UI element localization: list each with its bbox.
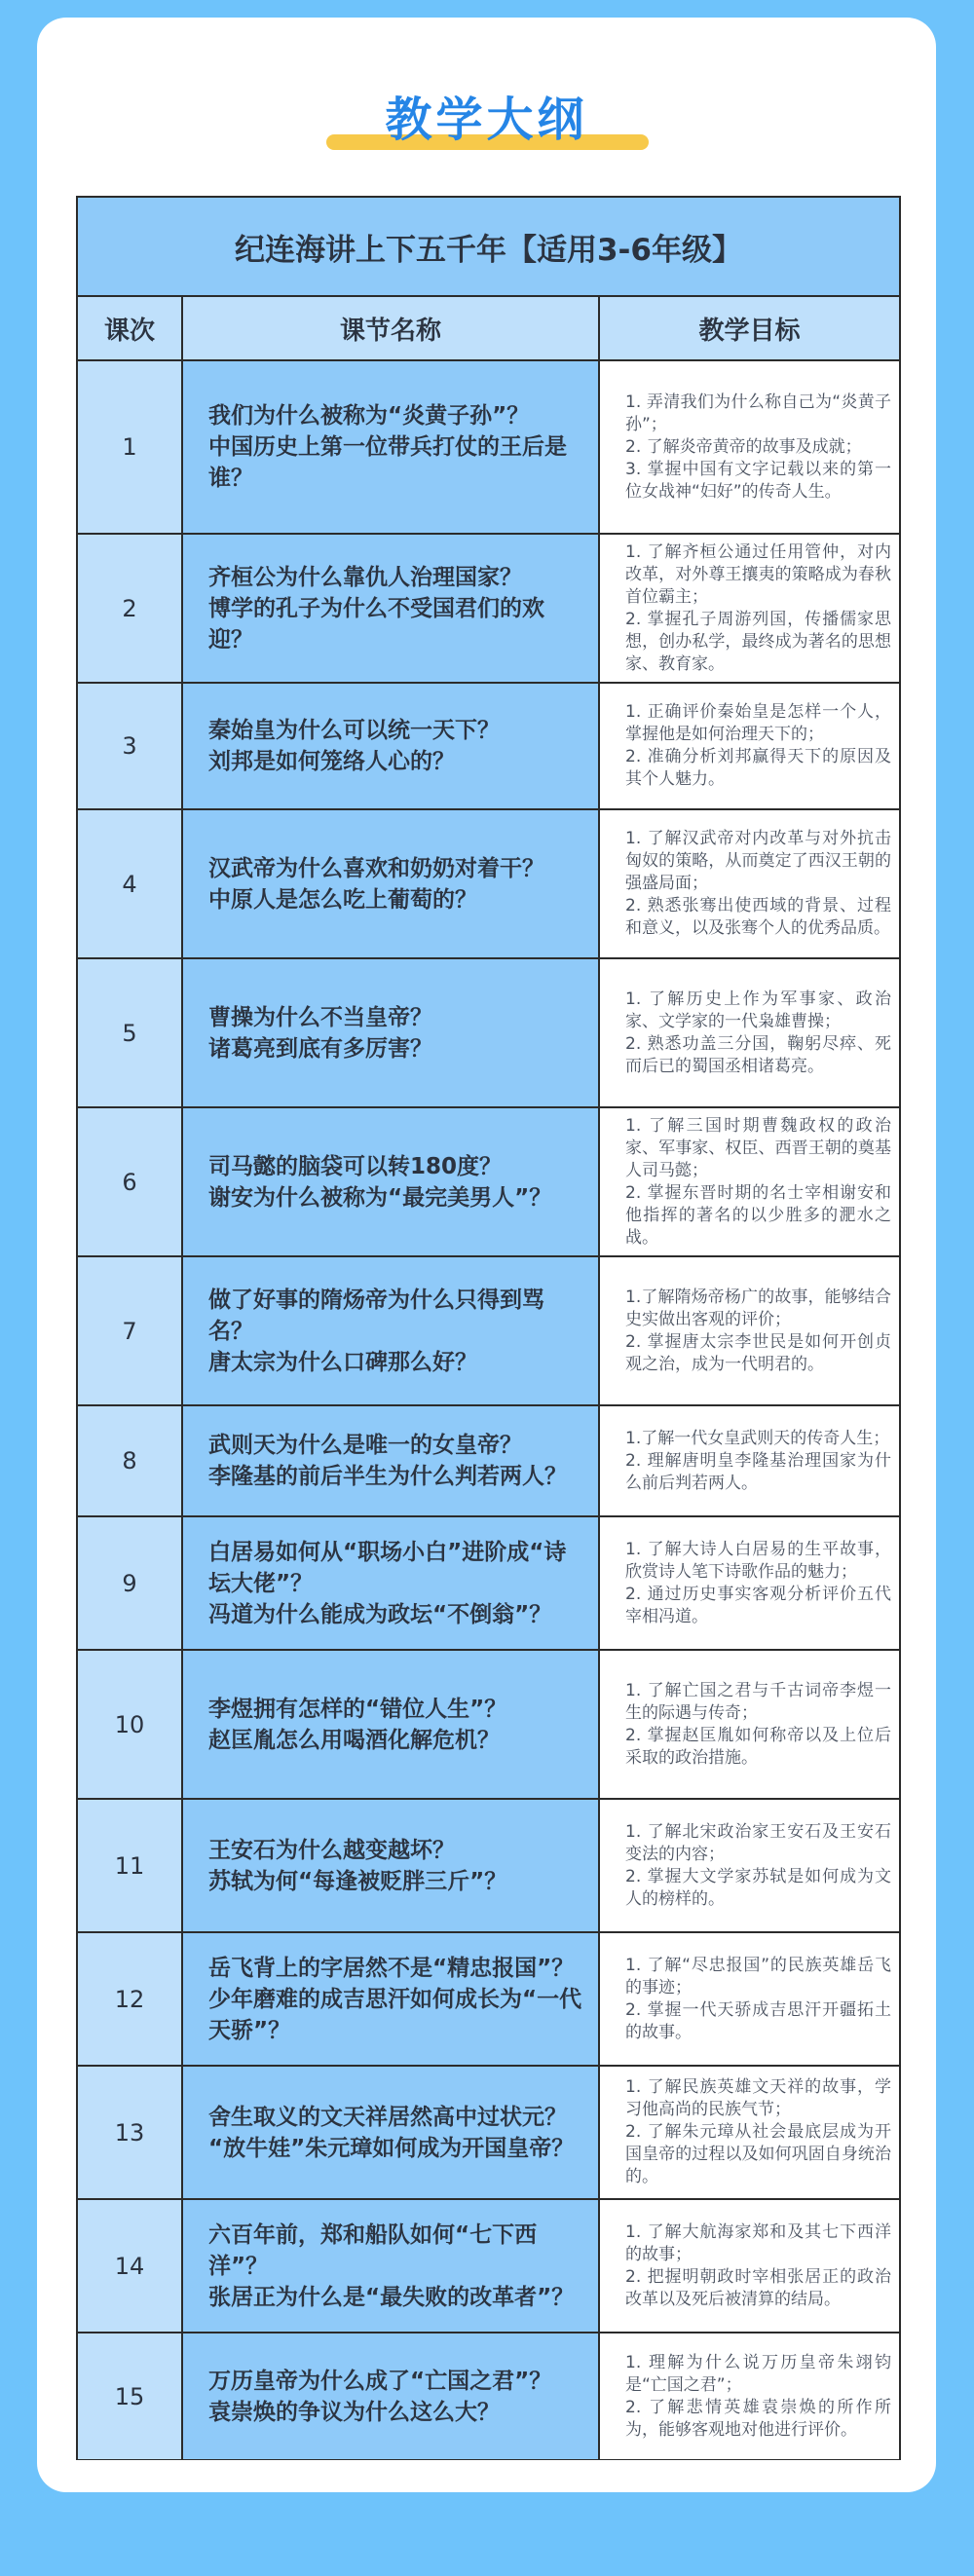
- teaching-goal: 1. 了解民族英雄文天祥的故事，学习他高尚的民族气节； 2. 了解朱元璋从社会最底层成为开国皇帝的过程以及如何巩固自身统治的。: [599, 2066, 899, 2199]
- table-row: [78, 2066, 899, 2199]
- teaching-goal: 1. 理解为什么说万历皇帝朱翊钧是“亡国之君”； 2. 了解悲情英雄袁崇焕的所作所为，能够客观地对他进行评价。: [599, 2333, 899, 2459]
- lesson-number: 10: [78, 1650, 182, 1799]
- table-row: [78, 1516, 899, 1650]
- lesson-name: 舍生取义的文天祥居然高中过状元？ “放牛娃”朱元璋如何成为开国皇帝？: [182, 2066, 599, 2199]
- table-row: [78, 809, 899, 958]
- lesson-number: 3: [78, 683, 182, 809]
- table-row: [78, 1799, 899, 1932]
- teaching-goal: 1.了解隋炀帝杨广的故事，能够结合史实做出客观的评价； 2. 掌握唐太宗李世民是如何开创贞观之治，成为一代明君的。: [599, 1256, 899, 1405]
- teaching-goal: 1. 弄清我们为什么称自己为“炎黄子孙”； 2. 了解炎帝黄帝的故事及成就； 3. 掌握中国有文字记载以来的第一位女战神“妇好”的传奇人生。: [599, 360, 899, 534]
- table-row: [78, 2333, 899, 2459]
- table-row: [78, 534, 899, 683]
- page-title: 教学大纲: [385, 93, 588, 147]
- teaching-goal: 1. 正确评价秦始皇是怎样一个人，掌握他是如何治理天下的； 2. 准确分析刘邦赢得天下的原因及其个人魅力。: [599, 683, 899, 809]
- table-row: [78, 1405, 899, 1516]
- syllabus-card: [37, 18, 936, 2492]
- page-header: [37, 74, 936, 162]
- teaching-goal: 1. 了解齐桓公通过任用管仲，对内改革，对外尊王攘夷的策略成为春秋首位霸主； 2. 掌握孔子周游列国，传播儒家思想，创办私学，最终成为著名的思想家、教育家。: [599, 534, 899, 683]
- lesson-name: 武则天为什么是唯一的女皇帝？ 李隆基的前后半生为什么判若两人？: [182, 1405, 599, 1516]
- table-title: 纪连海讲上下五千年【适用3-6年级】: [78, 198, 899, 297]
- lesson-name: 岳飞背上的字居然不是“精忠报国”？ 少年磨难的成吉思汗如何成长为“一代天骄”？: [182, 1932, 599, 2066]
- table-row: [78, 1650, 899, 1799]
- lesson-number: 5: [78, 958, 182, 1107]
- lesson-name: 曹操为什么不当皇帝？ 诸葛亮到底有多厉害？: [182, 958, 599, 1107]
- syllabus-table: [76, 196, 901, 2460]
- table-row: [78, 958, 899, 1107]
- teaching-goal: 1. 了解北宋政治家王安石及王安石变法的内容； 2. 掌握大文学家苏轼是如何成为文人的榜样的。: [599, 1799, 899, 1932]
- table-row: [78, 360, 899, 534]
- lesson-number: 1: [78, 360, 182, 534]
- lesson-number: 8: [78, 1405, 182, 1516]
- lesson-name: 万历皇帝为什么成了“亡国之君”？ 袁崇焕的争议为什么这么大？: [182, 2333, 599, 2459]
- lesson-number: 14: [78, 2199, 182, 2333]
- teaching-goal: 1. 了解历史上作为军事家、政治家、文学家的一代枭雄曹操； 2. 熟悉功盖三分国，鞠躬尽瘁、死而后已的蜀国丞相诸葛亮。: [599, 958, 899, 1107]
- lesson-name: 做了好事的隋炀帝为什么只得到骂名？ 唐太宗为什么口碑那么好？: [182, 1256, 599, 1405]
- table-row: [78, 2199, 899, 2333]
- lesson-name: 秦始皇为什么可以统一天下？ 刘邦是如何笼络人心的？: [182, 683, 599, 809]
- lesson-name: 白居易如何从“职场小白”进阶成“诗坛大佬”？ 冯道为什么能成为政坛“不倒翁”？: [182, 1516, 599, 1650]
- lesson-name: 齐桓公为什么靠仇人治理国家？ 博学的孔子为什么不受国君们的欢迎？: [182, 534, 599, 683]
- teaching-goal: 1. 了解大航海家郑和及其七下西洋的故事； 2. 把握明朝政时宰相张居正的政治改革以及死后被清算的结局。: [599, 2199, 899, 2333]
- syllabus-grid: [78, 297, 899, 2459]
- lesson-number: 9: [78, 1516, 182, 1650]
- lesson-name: 王安石为什么越变越坏？ 苏轼为何“每逢被贬胖三斤”？: [182, 1799, 599, 1932]
- teaching-goal: 1. 了解三国时期曹魏政权的政治家、军事家、权臣、西晋王朝的奠基人司马懿； 2. 掌握东晋时期的名士宰相谢安和他指挥的著名的以少胜多的淝水之战。: [599, 1107, 899, 1256]
- table-row: [78, 1256, 899, 1405]
- header-row: [78, 297, 899, 360]
- lesson-name: 我们为什么被称为“炎黄子孙”？ 中国历史上第一位带兵打仗的王后是谁？: [182, 360, 599, 534]
- table-row: [78, 1107, 899, 1256]
- teaching-goal: 1. 了解汉武帝对内改革与对外抗击匈奴的策略，从而奠定了西汉王朝的强盛局面； 2. 熟悉张骞出使西域的背景、过程和意义，以及张骞个人的优秀品质。: [599, 809, 899, 958]
- teaching-goal: 1. 了解亡国之君与千古词帝李煜一生的际遇与传奇； 2. 掌握赵匡胤如何称帝以及上位后采取的政治措施。: [599, 1650, 899, 1799]
- teaching-goal: 1.了解一代女皇武则天的传奇人生； 2. 理解唐明皇李隆基治理国家为什么前后判若两人。: [599, 1405, 899, 1516]
- teaching-goal: 1. 了解“尽忠报国”的民族英雄岳飞的事迹； 2. 掌握一代天骄成吉思汗开疆拓土的故事。: [599, 1932, 899, 2066]
- lesson-number: 15: [78, 2333, 182, 2459]
- lesson-number: 13: [78, 2066, 182, 2199]
- lesson-number: 6: [78, 1107, 182, 1256]
- lesson-number: 12: [78, 1932, 182, 2066]
- lesson-number: 4: [78, 809, 182, 958]
- header-teaching-goal: 教学目标: [599, 297, 899, 360]
- lesson-name: 六百年前，郑和船队如何“七下西洋”？ 张居正为什么是“最失败的改革者”？: [182, 2199, 599, 2333]
- table-row: [78, 1932, 899, 2066]
- table-row: [78, 683, 899, 809]
- lesson-name: 李煜拥有怎样的“错位人生”？ 赵匡胤怎么用喝酒化解危机？: [182, 1650, 599, 1799]
- header-lesson-name: 课节名称: [182, 297, 599, 360]
- lesson-name: 汉武帝为什么喜欢和奶奶对着干？ 中原人是怎么吃上葡萄的？: [182, 809, 599, 958]
- lesson-number: 7: [78, 1256, 182, 1405]
- lesson-number: 2: [78, 534, 182, 683]
- lesson-number: 11: [78, 1799, 182, 1932]
- header-lesson-no: 课次: [78, 297, 182, 360]
- lesson-name: 司马懿的脑袋可以转180度？ 谢安为什么被称为“最完美男人”？: [182, 1107, 599, 1256]
- teaching-goal: 1. 了解大诗人白居易的生平故事，欣赏诗人笔下诗歌作品的魅力； 2. 通过历史事实客观分析评价五代宰相冯道。: [599, 1516, 899, 1650]
